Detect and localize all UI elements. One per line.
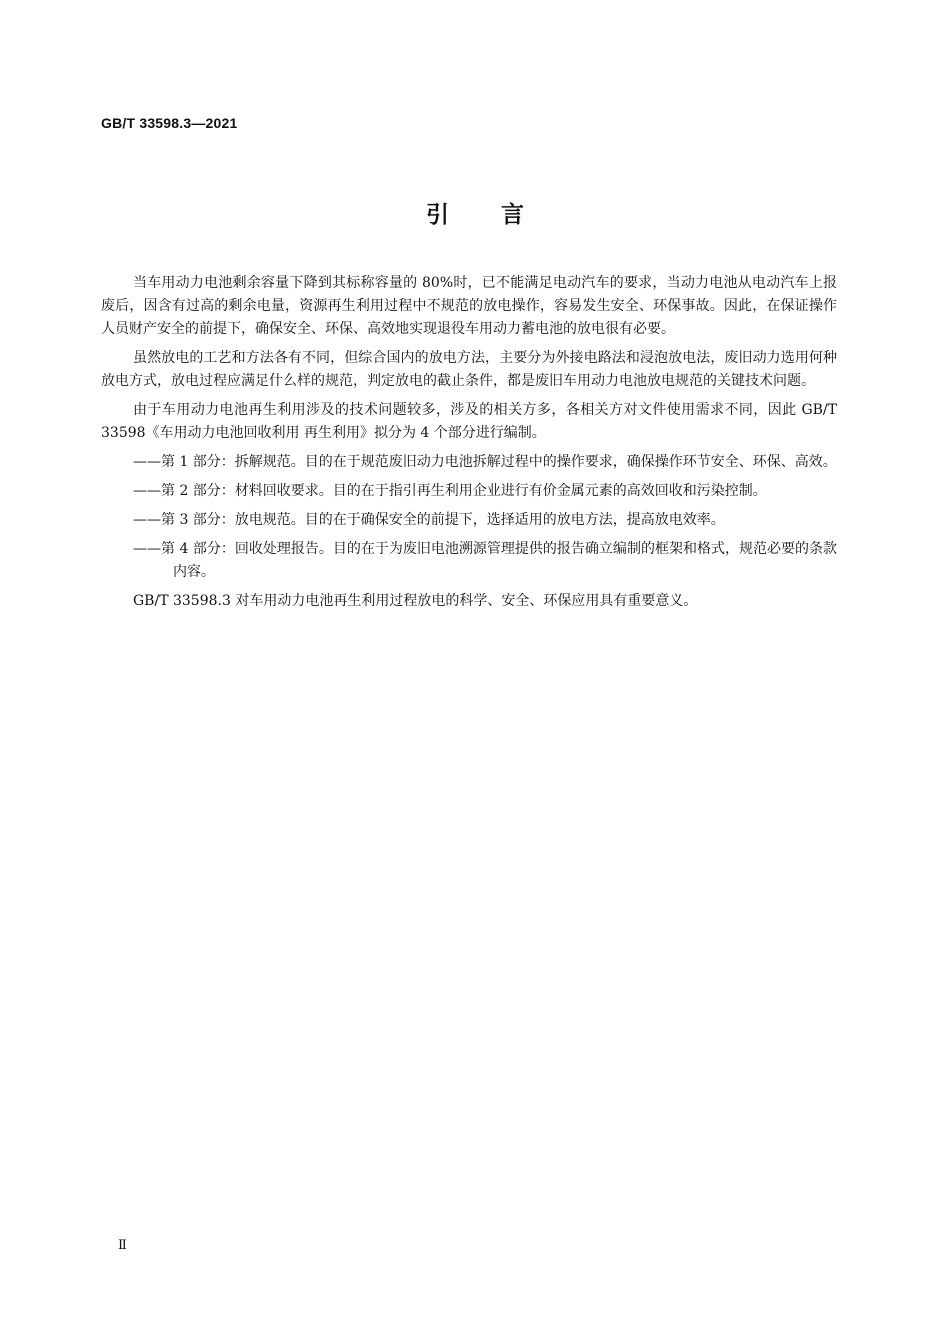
page-number: Ⅱ <box>118 1238 127 1253</box>
list-dash: —— <box>133 454 161 470</box>
list-dash: —— <box>133 541 161 557</box>
list-item-text: 第 4 部分：回收处理报告。目的在于为废旧电池溯源管理提供的报告确立编制的框架和格式，规范必要的条款内容。 <box>161 541 837 580</box>
intro-paragraph-2: 虽然放电的工艺和方法各有不同，但综合国内的放电方法，主要分为外接电路法和浸泡放电法，废旧动力选用何种放电方式，放电过程应满足什么样的规范，判定放电的截止条件，都是废旧车用动力电池放电规范的关键技术问题。 <box>101 350 837 389</box>
list-item <box>101 509 837 532</box>
list-item-text: 第 1 部分：拆解规范。目的在于规范废旧动力电池拆解过程中的操作要求，确保操作环节安全、环保、高效。 <box>161 454 837 470</box>
intro-paragraph-4: GB/T 33598.3 对车用动力电池再生利用过程放电的科学、安全、环保应用具有重要意义。 <box>133 593 698 609</box>
list-dash: —— <box>133 512 161 528</box>
list-item <box>101 480 837 503</box>
list-item <box>101 451 837 474</box>
document-code: GB/T 33598.3—2021 <box>101 115 238 131</box>
parts-list <box>101 451 837 584</box>
document-body <box>101 272 837 619</box>
list-item <box>101 538 837 584</box>
list-dash: —— <box>133 483 161 499</box>
list-item-text: 第 2 部分：材料回收要求。目的在于指引再生利用企业进行有价金属元素的高效回收和污染控制。 <box>161 483 767 499</box>
intro-paragraph-1: 当车用动力电池剩余容量下降到其标称容量的 80%时，已不能满足电动汽车的要求，当动力电池从电动汽车上报废后，因含有过高的剩余电量，资源再生利用过程中不规范的放电操作，容易发生安全、环保事故。因此，在保证操作人员财产安全的前提下，确保安全、环保、高效地实现退役车用动力蓄电池的放电很有必要。 <box>101 275 837 337</box>
list-item-text: 第 3 部分：放电规范。目的在于确保安全的前提下，选择适用的放电方法，提高放电效率。 <box>161 512 725 528</box>
page-title: 引言 <box>426 202 576 228</box>
intro-paragraph-3: 由于车用动力电池再生利用涉及的技术问题较多，涉及的相关方多，各相关方对文件使用需求不同，因此 GB/T 33598《车用动力电池回收利用 再生利用》拟分为 4 个部分进行编制。 <box>101 402 837 441</box>
